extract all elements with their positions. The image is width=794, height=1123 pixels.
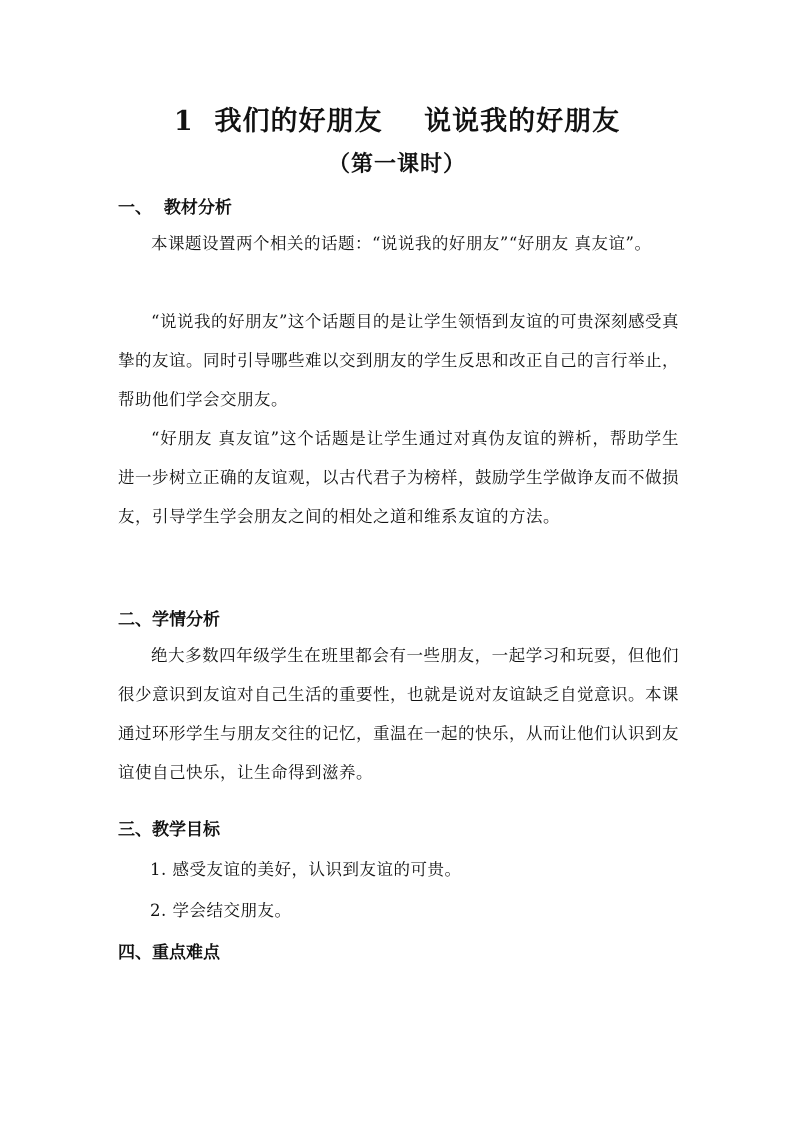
section-heading-student-analysis: 二、学情分析	[118, 610, 220, 630]
page-title: 1 我们的好朋友 说说我的好朋友	[173, 106, 621, 137]
section-heading-textbook-analysis: 一、 教材分析	[118, 198, 232, 218]
section-heading-key-points: 四、重点难点	[118, 943, 220, 963]
goal-item: 2. 学会结交朋友。	[150, 901, 292, 920]
paragraph: “好朋友 真友谊”这个话题是让学生通过对真伪友谊的辨析，帮助学生进一步树立正确的友谊观，以古代君子为榜样，鼓励学生学做诤友而不做损友，引导学生学会朋友之间的相处之道和维系友谊的方法。	[118, 429, 679, 526]
page-subtitle: （第一课时）	[327, 151, 466, 177]
section-heading-teaching-goals: 三、教学目标	[118, 820, 220, 840]
paragraph: 本课题设置两个相关的话题：“说说我的好朋友”“好朋友 真友谊”。	[151, 234, 652, 253]
paragraph: “说说我的好朋友”这个话题目的是让学生领悟到友谊的可贵深刻感受真挚的友谊。同时引导哪些难以交到朋友的学生反思和改正自己的言行举止，帮助他们学会交朋友。	[118, 312, 679, 409]
paragraph: 绝大多数四年级学生在班里都会有一些朋友，一起学习和玩耍，但他们很少意识到友谊对自己生活的重要性，也就是说对友谊缺乏自觉意识。本课通过环形学生与朋友交往的记忆，重温在一起的快乐，从而让他们认识到友谊使自己快乐，让生命得到滋养。	[118, 646, 679, 782]
goal-item: 1. 感受友谊的美好，认识到友谊的可贵。	[150, 860, 462, 879]
